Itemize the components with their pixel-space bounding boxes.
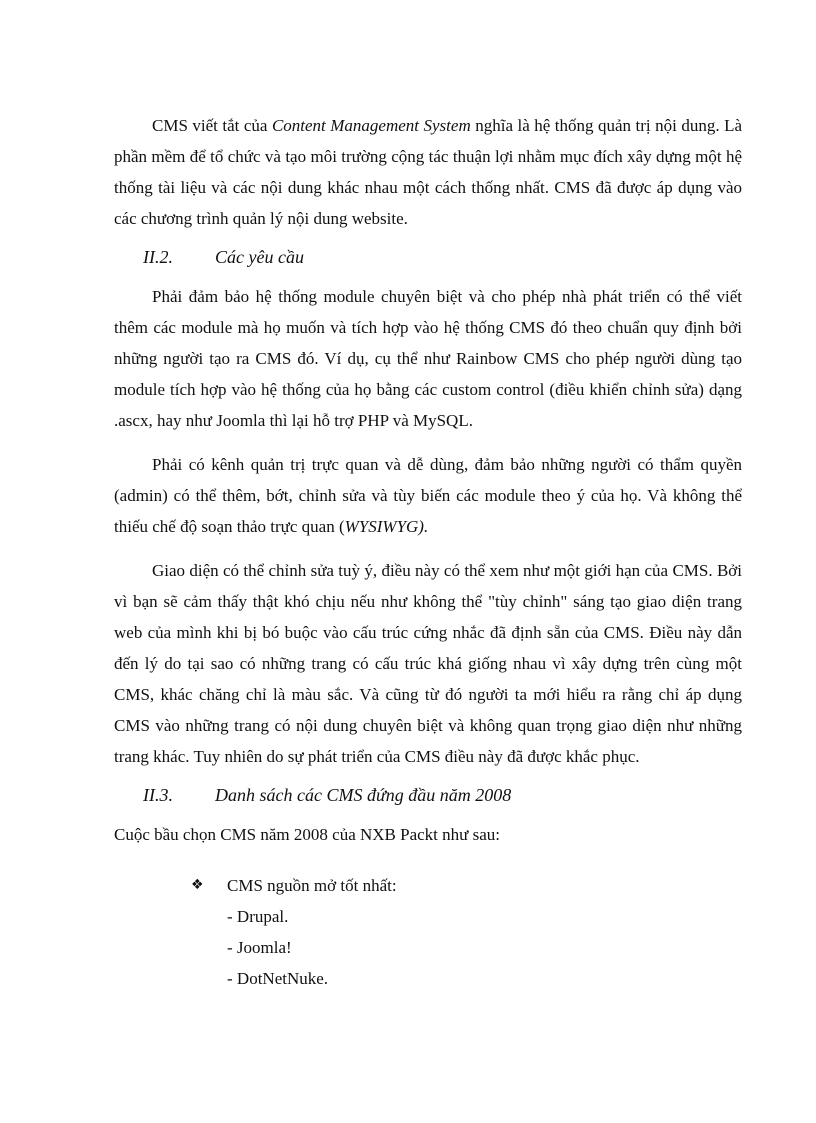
section-title: Danh sách các CMS đứng đầu năm 2008 xyxy=(215,785,512,805)
diamond-bullet-icon: ❖ xyxy=(191,877,204,893)
bullet-item xyxy=(191,870,742,901)
paragraph-module-requirement: Phải đảm bảo hệ thống module chuyên biệt và cho phép nhà phát triển có thể viết thêm các module mà họ muốn và tích hợp vào hệ thống CMS đó theo chuẩn quy định bởi những người tạo ra CMS đó. Ví dụ, cụ thể như Rainbow CMS cho phép người dùng tạo module tích hợp vào hệ thống của họ bằng các custom control (điều khiển chỉnh sửa) dạng .ascx, hay như Joomla thì lại hỗ trợ PHP và MySQL. xyxy=(114,287,742,430)
section-number: II.3. xyxy=(143,785,173,805)
bullet-list xyxy=(114,870,742,994)
bullet-label: CMS nguồn mở tốt nhất: xyxy=(227,876,397,895)
paragraph-interface-requirement: Giao diện có thể chỉnh sửa tuỳ ý, điều này có thể xem như một giới hạn của CMS. Bởi vì bạn sẽ cảm thấy thật khó chịu nếu như không thể "tùy chỉnh" sáng tạo giao diện trang web của mình khi bị bó buộc vào cấu trúc cứng nhắc đã định sẵn của CMS. Điều này dẫn đến lý do tại sao có những trang có cấu trúc khá giống nhau vì xây dựng trên cùng một CMS, khác chăng chỉ là màu sắc. Và cũng từ đó người ta mới hiểu ra rằng chỉ áp dụng CMS vào những trang có nội dung chuyên biệt và không quan trọng giao diện như những trang khác. Tuy nhiên do sự phát triển của CMS điều này đã được khắc phục. xyxy=(114,561,742,766)
section-heading-requirements xyxy=(114,243,742,271)
paragraph-cms-definition xyxy=(114,110,742,234)
list-item: - DotNetNuke. xyxy=(227,969,329,988)
wysiwyg-term: WYSIWYG). xyxy=(344,517,429,536)
section-heading-top-cms xyxy=(114,781,742,809)
intro-line: Cuộc bầu chọn CMS năm 2008 của NXB Packt như sau: xyxy=(114,825,501,844)
paragraph-admin-requirement xyxy=(114,449,742,542)
paragraph-cms-definition-start: CMS viết tắt của xyxy=(152,116,272,135)
document-content xyxy=(114,110,742,994)
sub-list xyxy=(227,901,742,994)
section-number: II.2. xyxy=(143,247,173,267)
paragraph-admin-text: Phải có kênh quản trị trực quan và dễ dùng, đảm bảo những người có thẩm quyền (admin) có thể thêm, bớt, chỉnh sửa và tùy biến các module theo ý của họ. Và không thể thiếu chế độ soạn thảo trực quan ( xyxy=(114,455,742,536)
cms-full-name: Content Management System xyxy=(271,116,471,135)
section-title: Các yêu cầu xyxy=(215,247,304,267)
list-item: - Joomla! xyxy=(227,938,292,957)
paragraph-cms-definition-rest: nghĩa là hệ thống quản trị nội dung. Là phần mềm để tổ chức và tạo môi trường cộng tác thuận lợi nhằm mục đích xây dựng một hệ thống tài liệu và các nội dung khác nhau một cách thống nhất. CMS đã được áp dụng vào các chương trình quản lý nội dung website. xyxy=(114,116,743,228)
list-item: - Drupal. xyxy=(227,907,289,926)
